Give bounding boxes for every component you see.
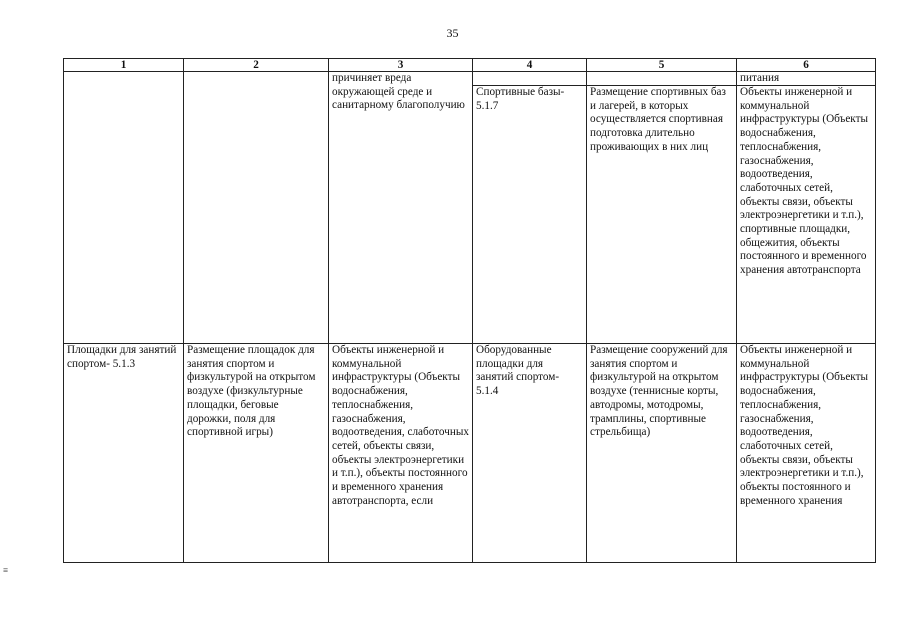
column-header-1: 1 (64, 59, 184, 72)
table-row (64, 72, 876, 344)
cell-conditional-objects: Объекты инженерной и коммунальной инфраструктуры (Объекты водоснабжения, теплоснабжения, газоснабжения, водоотведения, слаботочных сетей, объекты связи, объекты электроэнергетики и т.п.), объекты постоянного и временного хранения (737, 344, 876, 563)
cell-conditional-use-description (587, 72, 737, 344)
cell-conditional-use-description: Размещение сооружений для занятия спортом и физкультурой на открытом воздухе (теннисные корты, автодромы, мотодромы, трамплины, спортивные стрельбища) (587, 344, 737, 563)
column-header-2: 2 (184, 59, 329, 72)
cell-use-description: Размещение площадок для занятия спортом и физкультурой на открытом воздухе (физкультурные площадки, беговые дорожки, поля для спортивной игры) (184, 344, 329, 563)
cell-conditional-objects (737, 72, 876, 344)
land-use-table (63, 58, 876, 563)
cell-text: Размещение спортивных баз и лагерей, в которых осуществляется спортивная подготовка длительно проживающих в них лиц (590, 86, 726, 153)
column-header-5: 5 (587, 59, 737, 72)
page-number: 35 (446, 26, 459, 40)
cell-top-continuation (473, 72, 586, 86)
margin-mark: ≡ (3, 565, 9, 575)
cell-top-continuation (587, 72, 736, 86)
cell-use-description (184, 72, 329, 344)
cell-conditional-use-type (473, 72, 587, 344)
cell-permitted-objects: Объекты инженерной и коммунальной инфраструктуры (Объекты водоснабжения, теплоснабжения, газоснабжения, водоотведения, слаботочных сетей, объекты связи, объекты электроэнергетики и т.п.), объекты постоянного и временного хранения автотранспорта, если (329, 344, 473, 563)
cell-use-type: Площадки для занятий спортом- 5.1.3 (64, 344, 184, 563)
cell-top-continuation: питания (737, 72, 875, 86)
cell-text: Объекты инженерной и коммунальной инфраструктуры (Объекты водоснабжения, теплоснабжения, газоснабжения, водоотведения, слаботочных сетей, объекты связи, объекты электроэнергетики и т.п.), спортивные площадки, общежития, объекты постоянного и временного хранения автотранспорта (740, 86, 869, 277)
column-header-4: 4 (473, 59, 587, 72)
header-row (64, 59, 876, 72)
column-header-6: 6 (737, 59, 876, 72)
cell-use-type (64, 72, 184, 344)
table-row (64, 344, 876, 563)
cell-permitted-objects: причиняет вреда окружающей среде и санитарному благополучию (329, 72, 473, 344)
cell-text: Спортивные базы- 5.1.7 (476, 86, 565, 112)
cell-conditional-use-type: Оборудованные площадки для занятий спортом- 5.1.4 (473, 344, 587, 563)
column-header-3: 3 (329, 59, 473, 72)
